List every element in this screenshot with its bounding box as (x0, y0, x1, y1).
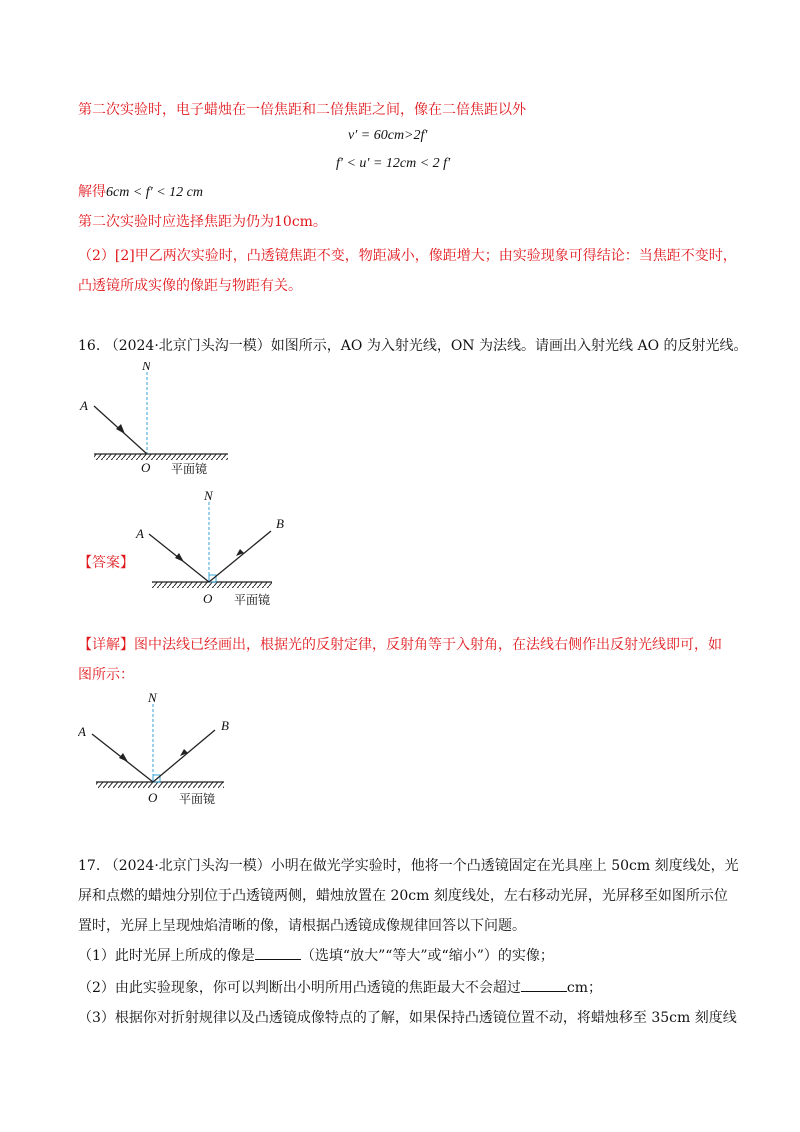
detail-line-1 (78, 635, 722, 655)
label-mirror: 平面镜 (179, 792, 216, 806)
q17-stem-line-1: 17. （2024·北京门头沟一模）小明在做光学实验时，他将一个凸透镜固定在光具座上 50cm 刻度线处，光 (78, 858, 739, 874)
equation-image-distance: v′ = 60cm>2f′ (348, 128, 428, 143)
label-A: A (80, 398, 88, 413)
mirror-hatch (152, 582, 272, 588)
label-mirror: 平面镜 (171, 462, 208, 476)
q17-stem-line-2: 屏和点燃的蜡烛分别位于凸透镜两侧，蜡烛放置在 20cm 刻度线处，左右移动光屏，光屏移至如图所示位 (78, 888, 728, 904)
q16-figure-detail (78, 692, 268, 814)
label-B: B (276, 516, 284, 531)
q17-sub-2-prefix: （2）由此实验现象，你可以判断出小明所用凸透镜的焦距最大不会超过 (78, 980, 521, 996)
q17-sub-1-suffix: （选填“放大”“等大”或“缩小”）的实像； (300, 948, 554, 964)
label-A: A (78, 724, 86, 739)
mirror-hatch (94, 454, 228, 460)
solution-line-6: 凸透镜所成实像的像距与物距有关。 (78, 278, 302, 294)
q16-figure-original (78, 362, 268, 480)
mirror-hatch (96, 782, 224, 788)
label-N: N (204, 490, 213, 503)
label-O: O (203, 591, 213, 606)
label-O: O (141, 460, 151, 475)
detail-line-2: 图所示： (78, 667, 134, 683)
label-N: N (148, 692, 157, 705)
q17-sub-2 (78, 978, 602, 998)
answer-tag: 【答案】 (78, 555, 134, 571)
solution-line-1: 第二次实验时，电子蜡烛在一倍焦距和二倍焦距之间，像在二倍焦距以外 (78, 102, 526, 118)
label-O: O (148, 790, 158, 805)
incident-arrow-icon (175, 553, 184, 562)
reflected-ray (153, 730, 215, 782)
q17-sub-3: （3）根据你对折射规律以及凸透镜成像特点的了解，如果保持凸透镜位置不动，将蜡烛移至 35cm 刻度线 (78, 1010, 737, 1026)
label-A: A (136, 526, 144, 541)
q17-stem-line-3: 置时，光屏上呈现烛焰清晰的像，请根据凸透镜成像规律回答以下问题。 (78, 918, 526, 934)
solve-expression: 6cm < f′ < 12 cm (106, 185, 203, 200)
reflected-arrow-icon (180, 749, 188, 756)
q16-figure-answer (134, 490, 294, 612)
label-N: N (142, 362, 151, 373)
answer-blank-1[interactable] (255, 946, 301, 960)
solve-prefix: 解得 (78, 184, 106, 200)
q17-sub-2-suffix: cm； (566, 980, 603, 996)
incident-arrow-icon (116, 424, 125, 434)
label-B: B (221, 718, 229, 733)
detail-text-1: 图中法线已经画出，根据光的反射定律，反射角等于入射角，在法线右侧作出反射光线即可，如 (134, 637, 722, 653)
solution-line-5: （2）[2]甲乙两次实验时，凸透镜焦距不变，物距减小，像距增大；由实验现象可得结论：当焦距不变时， (78, 248, 737, 264)
reflected-ray (209, 531, 271, 582)
q17-sub-1 (78, 946, 554, 966)
answer-blank-2[interactable] (521, 978, 567, 992)
detail-tag: 【详解】 (78, 637, 134, 653)
q17-sub-1-prefix: （1）此时光屏上所成的像是 (78, 948, 255, 964)
solution-line-4: 第二次实验时应选择焦距为仍为10cm。 (78, 214, 327, 230)
solve-line (78, 182, 203, 203)
label-mirror: 平面镜 (234, 593, 271, 607)
incident-arrow-icon (119, 753, 128, 762)
equation-object-distance: f′ < u′ = 12cm < 2 f′ (336, 156, 451, 171)
q16-stem: 16. （2024·北京门头沟一模）如图所示，AO 为入射光线，ON 为法线。请画出入射光线 AO 的反射光线。 (78, 338, 748, 354)
